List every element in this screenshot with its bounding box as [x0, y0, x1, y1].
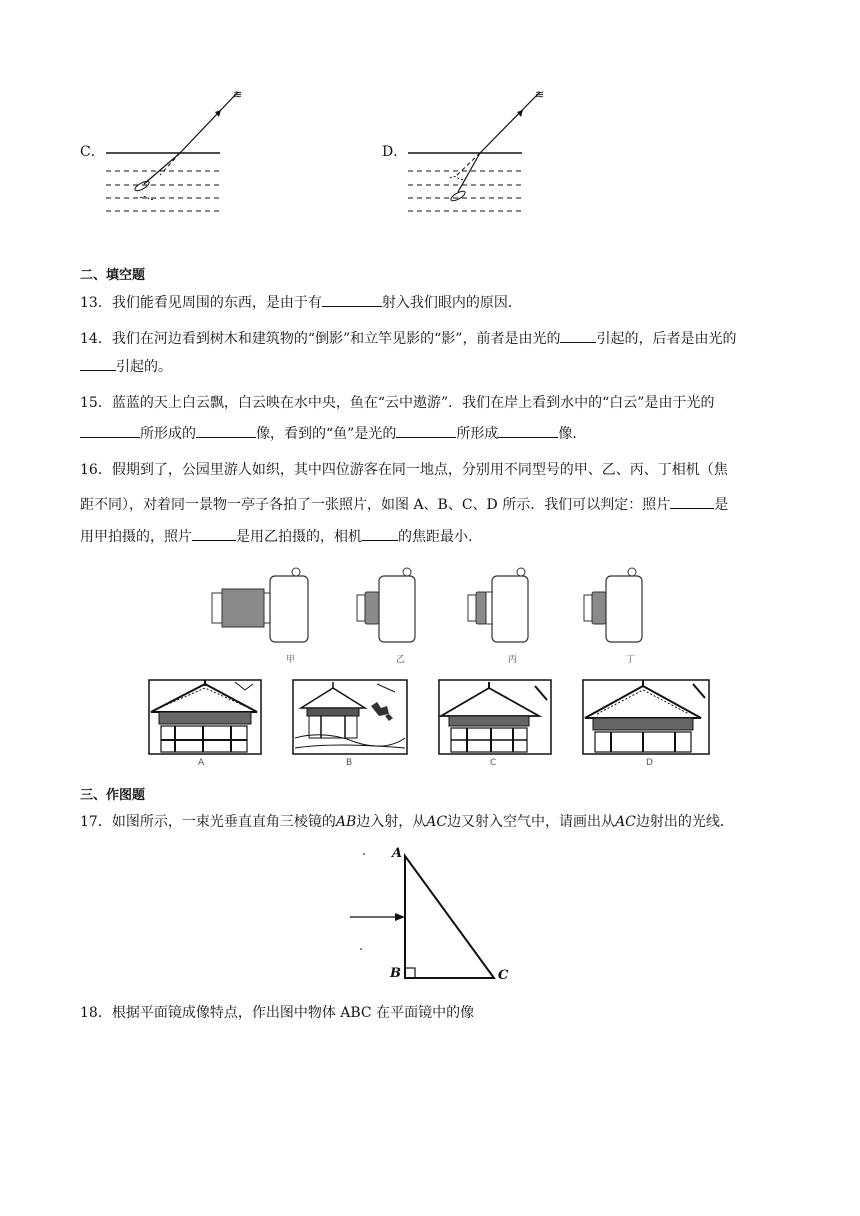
blank [196, 423, 256, 438]
question-16-line3: 用甲拍摄的，照片 是用乙拍摄的，相机 的焦距最小. [80, 526, 472, 547]
camera-label-jia: 甲 [286, 655, 296, 665]
blank [670, 494, 714, 509]
option-d-label: D． [382, 144, 408, 160]
photo-b [293, 680, 407, 754]
blank [498, 423, 558, 438]
photo-label-a: A [198, 758, 205, 768]
question-13: 13．我们能看见周围的东西，是由于有 射入我们眼内的原因． [80, 292, 522, 313]
blank [80, 356, 116, 371]
option-c-label: C． [80, 144, 105, 160]
svg-text:≋: ≋ [535, 88, 545, 101]
photos-figure [145, 678, 715, 758]
photo-label-b: B [346, 758, 353, 768]
question-16-line2: 距不同），对着同一景物一亭子各拍了一张照片，如图 A、B、C、D 所示．我们可以判定：照片 是 [80, 494, 728, 515]
camera-ding [584, 568, 642, 642]
camera-label-bing: 丙 [508, 655, 518, 665]
cameras-figure [200, 562, 660, 672]
prism-figure [340, 840, 520, 988]
question-14-line2: 引起的。 [80, 356, 172, 377]
blank [396, 423, 456, 438]
question-17: 17．如图所示，一束光垂直直角三棱镜的AB边入射，从AC边又射入空气中，请画出从AC边射出的光线． [80, 814, 734, 830]
photo-label-c: C [490, 758, 497, 768]
question-15-line2: 所形成的 像，看到的“鱼”是光的 所形成 像． [80, 423, 586, 444]
blank [80, 423, 140, 438]
photo-d [583, 680, 709, 754]
question-15-line1: 15．蓝蓝的天上白云飘，白云映在水中央，鱼在“云中遨游”．我们在岸上看到水中的“白云”是由于光的 [80, 395, 715, 411]
blank [322, 292, 382, 307]
photo-c [439, 680, 551, 754]
camera-bing [468, 568, 528, 642]
section-3-title: 三、作图题 [80, 788, 146, 803]
prism-vertex-b: B [390, 966, 401, 981]
photo-label-d: D [646, 758, 653, 768]
question-18: 18．根据平面镜成像特点，作出图中物体 ABC 在平面镜中的像 [80, 1005, 475, 1021]
option-c-figure [100, 80, 243, 220]
camera-yi [357, 568, 415, 642]
photo-a [149, 680, 261, 754]
svg-text:≋: ≋ [233, 88, 243, 101]
prism-vertex-a: A [392, 846, 403, 861]
option-d-figure [402, 80, 545, 220]
camera-jia [212, 568, 308, 642]
camera-label-yi: 乙 [396, 655, 406, 665]
blank [362, 526, 398, 541]
question-14-line1: 14．我们在河边看到树木和建筑物的“倒影”和立竿见影的“影”，前者是由光的 引起的，后者是由光的 [80, 328, 736, 349]
section-2-title: 二、填空题 [80, 268, 146, 283]
camera-label-ding: 丁 [626, 655, 636, 665]
blank [560, 328, 596, 343]
blank [192, 526, 236, 541]
question-16-line1: 16．假期到了，公园里游人如织，其中四位游客在同一地点，分别用不同型号的甲、乙、丙、丁相机（焦 [80, 462, 728, 478]
prism-vertex-c: C [498, 968, 509, 983]
